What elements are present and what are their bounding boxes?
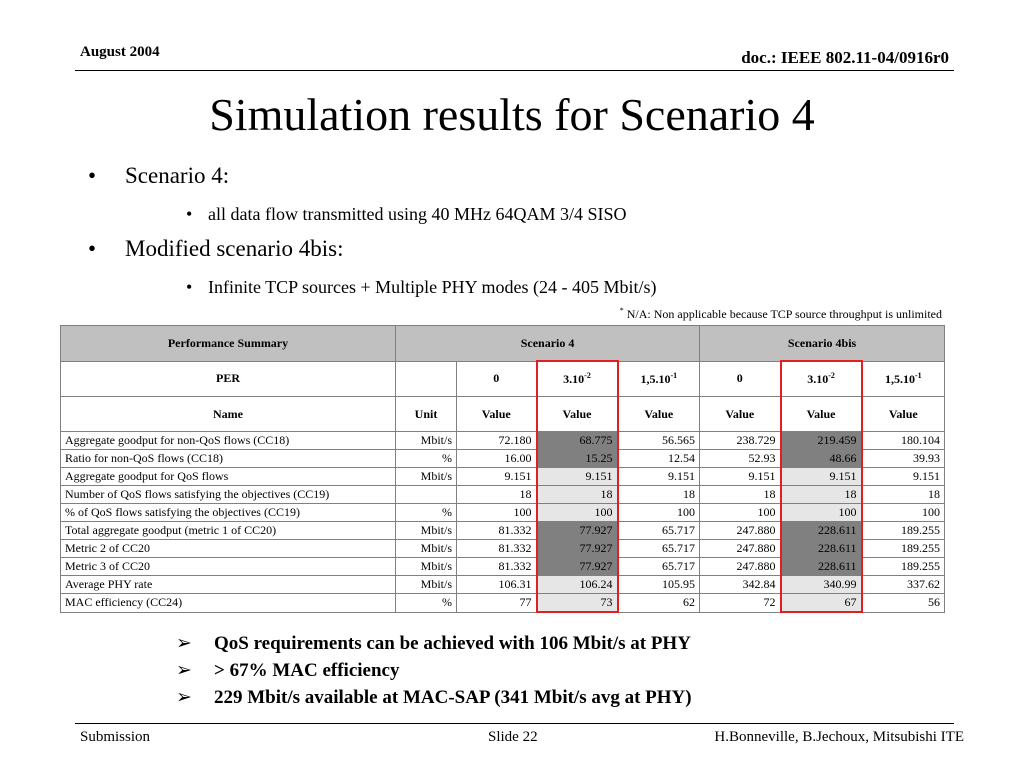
colname-value: Value (457, 397, 537, 432)
row-unit (396, 486, 457, 504)
row-value: 100 (457, 504, 537, 522)
footnote-na (620, 306, 942, 322)
table-row (61, 558, 945, 576)
conclusion-item (176, 686, 692, 709)
colname-value: Value (700, 397, 781, 432)
sub-bullet-text: all data flow transmitted using 40 MHz 64QAM 3/4 SISO (208, 204, 627, 224)
header-divider (75, 70, 954, 71)
row-value: 9.151 (457, 468, 537, 486)
row-value: 340.99 (781, 576, 862, 594)
row-value: 189.255 (862, 558, 945, 576)
table-row (61, 468, 945, 486)
row-value: 77.927 (537, 540, 618, 558)
row-value: 18 (618, 486, 700, 504)
footnote-mark: * (619, 306, 624, 315)
colname-value: Value (537, 397, 618, 432)
conclusion-text: QoS requirements can be achieved with 106 Mbit/s at PHY (214, 633, 691, 654)
bullet-glyph: • (88, 163, 97, 188)
row-name: Number of QoS flows satisfying the objectives (CC19) (61, 486, 396, 504)
sub-bullet-scenario-4 (186, 204, 626, 225)
row-unit: % (396, 450, 457, 468)
row-value: 180.104 (862, 432, 945, 450)
slide-title: Simulation results for Scenario 4 (209, 89, 815, 140)
per-unit-empty (396, 361, 457, 397)
row-value: 9.151 (862, 468, 945, 486)
row-value: 77.927 (537, 558, 618, 576)
row-name: % of QoS flows satisfying the objectives (CC19) (61, 504, 396, 522)
per-value: $3.10^{-2}$ (537, 361, 618, 397)
sub-bullet-scenario-4bis (186, 277, 656, 298)
performance-summary-table (60, 325, 945, 613)
row-value: 81.332 (457, 522, 537, 540)
row-value: 9.151 (781, 468, 862, 486)
row-value: 219.459 (781, 432, 862, 450)
row-value: 65.717 (618, 540, 700, 558)
row-name: Metric 2 of CC20 (61, 540, 396, 558)
row-value: 247.880 (700, 558, 781, 576)
footer-slide-number: Slide 22 (488, 729, 538, 745)
row-value: 72.180 (457, 432, 537, 450)
table-row (61, 504, 945, 522)
colname-value: Value (618, 397, 700, 432)
row-value: 337.62 (862, 576, 945, 594)
row-value: 9.151 (618, 468, 700, 486)
table-colname-row (61, 397, 945, 432)
bullet-text: Scenario 4: (125, 163, 230, 188)
row-value: 18 (781, 486, 862, 504)
row-value: 9.151 (537, 468, 618, 486)
table-row (61, 522, 945, 540)
per-value: 0 (700, 361, 781, 397)
row-value: 52.93 (700, 450, 781, 468)
row-unit: Mbit/s (396, 522, 457, 540)
row-value: 15.25 (537, 450, 618, 468)
bullet-scenario-4bis (88, 236, 343, 262)
row-value: 12.54 (618, 450, 700, 468)
bullet-scenario-4 (88, 163, 229, 189)
row-value: 189.255 (862, 522, 945, 540)
row-value: 56.565 (618, 432, 700, 450)
row-value: 67 (781, 594, 862, 613)
row-name: Aggregate goodput for non-QoS flows (CC18) (61, 432, 396, 450)
arrow-bullet-icon: ➢ (176, 687, 192, 708)
per-value: 0 (457, 361, 537, 397)
header-date: August 2004 (80, 44, 160, 60)
row-value: 65.717 (618, 558, 700, 576)
row-value: 100 (618, 504, 700, 522)
per-label: PER (61, 361, 396, 397)
row-value: 100 (537, 504, 618, 522)
sub-bullet-text: Infinite TCP sources + Multiple PHY modes (24 - 405 Mbit/s) (208, 277, 657, 297)
row-value: 100 (700, 504, 781, 522)
row-value: 100 (862, 504, 945, 522)
row-value: 16.00 (457, 450, 537, 468)
row-value: 18 (862, 486, 945, 504)
per-value: $1,5.10^{-1}$ (862, 361, 945, 397)
conclusion-text: 229 Mbit/s available at MAC-SAP (341 Mbit/s avg at PHY) (214, 687, 692, 708)
row-value: 77.927 (537, 522, 618, 540)
bullet-glyph: • (186, 204, 193, 224)
header-scenario-4: Scenario 4 (396, 326, 700, 362)
bullet-glyph: • (88, 236, 97, 261)
row-value: 105.95 (618, 576, 700, 594)
row-value: 65.717 (618, 522, 700, 540)
row-value: 18 (700, 486, 781, 504)
colname-value: Value (781, 397, 862, 432)
table-row (61, 540, 945, 558)
footnote-text: N/A: Non applicable because TCP source throughput is unlimited (626, 307, 942, 321)
row-unit: Mbit/s (396, 558, 457, 576)
row-unit: Mbit/s (396, 540, 457, 558)
row-value: 100 (781, 504, 862, 522)
colname-unit: Unit (396, 397, 457, 432)
row-value: 247.880 (700, 522, 781, 540)
row-unit: Mbit/s (396, 576, 457, 594)
row-value: 77 (457, 594, 537, 613)
row-value: 106.24 (537, 576, 618, 594)
row-value: 73 (537, 594, 618, 613)
row-unit: Mbit/s (396, 432, 457, 450)
footer-submission: Submission (80, 729, 151, 745)
bullet-text: Modified scenario 4bis: (125, 236, 344, 261)
conclusion-text: > 67% MAC efficiency (214, 660, 400, 681)
footer-divider (75, 723, 954, 724)
row-name: Average PHY rate (61, 576, 396, 594)
footer-authors: H.Bonneville, B.Jechoux, Mitsubishi ITE (714, 729, 964, 745)
row-value: 56 (862, 594, 945, 613)
row-value: 9.151 (700, 468, 781, 486)
row-value: 228.611 (781, 540, 862, 558)
row-value: 228.611 (781, 558, 862, 576)
row-unit: % (396, 504, 457, 522)
colname-value: Value (862, 397, 945, 432)
table-per-row (61, 361, 945, 397)
table-row (61, 450, 945, 468)
row-value: 68.775 (537, 432, 618, 450)
row-value: 189.255 (862, 540, 945, 558)
header-scenario-4bis: Scenario 4bis (700, 326, 945, 362)
arrow-bullet-icon: ➢ (176, 633, 192, 654)
per-value: $1,5.10^{-1}$ (618, 361, 700, 397)
header-doc-id: doc.: IEEE 802.11-04/0916r0 (741, 48, 949, 67)
table-header-row (61, 326, 945, 362)
row-name: Metric 3 of CC20 (61, 558, 396, 576)
row-value: 228.611 (781, 522, 862, 540)
colname-name: Name (61, 397, 396, 432)
row-value: 39.93 (862, 450, 945, 468)
row-value: 48.66 (781, 450, 862, 468)
table-row (61, 594, 945, 613)
row-value: 18 (457, 486, 537, 504)
per-value: $3.10^{-2}$ (781, 361, 862, 397)
conclusion-item (176, 659, 399, 682)
bullet-glyph: • (186, 277, 193, 297)
row-name: Total aggregate goodput (metric 1 of CC20) (61, 522, 396, 540)
row-value: 81.332 (457, 558, 537, 576)
table-row (61, 432, 945, 450)
row-name: Ratio for non-QoS flows (CC18) (61, 450, 396, 468)
header-performance-summary: Performance Summary (61, 326, 396, 362)
row-value: 247.880 (700, 540, 781, 558)
table-row (61, 576, 945, 594)
row-name: Aggregate goodput for QoS flows (61, 468, 396, 486)
row-value: 342.84 (700, 576, 781, 594)
row-value: 106.31 (457, 576, 537, 594)
row-value: 62 (618, 594, 700, 613)
row-unit: Mbit/s (396, 468, 457, 486)
row-value: 238.729 (700, 432, 781, 450)
row-value: 81.332 (457, 540, 537, 558)
row-value: 72 (700, 594, 781, 613)
row-value: 18 (537, 486, 618, 504)
row-unit: % (396, 594, 457, 613)
table-row (61, 486, 945, 504)
conclusion-item (176, 632, 691, 655)
arrow-bullet-icon: ➢ (176, 660, 192, 681)
row-name: MAC efficiency (CC24) (61, 594, 396, 613)
